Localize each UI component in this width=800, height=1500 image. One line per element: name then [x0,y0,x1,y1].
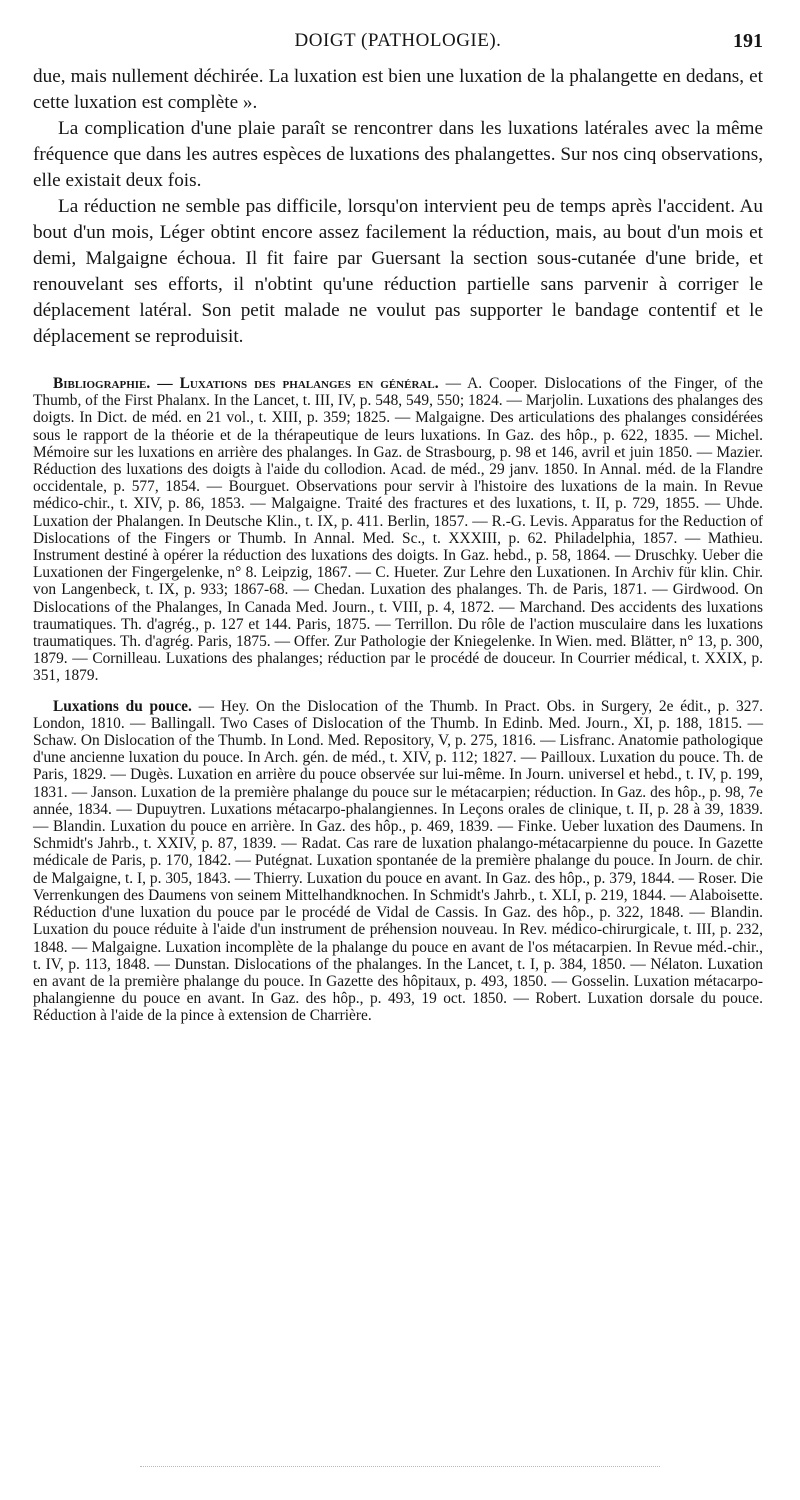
paragraph-continuation: due, mais nullement déchirée. La luxation est bien une luxation de la phalangette en dedans, et cette luxation est complète ». [33,66,763,113]
paragraph-reduction: La réduction ne semble pas difficile, lorsqu'on intervient peu de temps après l'accident. Au bout d'un mois, Léger obtint encore assez facilement la réduction, mais, au bout d'un mois et demi, Malgaigne échoua. Il fit faire par Guersant la section sous-cutanée d'une bride, et renouvelant ses efforts, il n'obtint qu'une réduction partielle sans parvenir à corriger le déplacement latéral. Son petit malade ne voulut pas supporter le bandage contentif et le déplacement se reproduisit. [33,196,763,347]
paragraph-complication: La complication d'une plaie paraît se rencontrer dans les luxations latérales avec la même fréquence que dans les autres espèces de luxations des phalangettes. Sur nos cinq observations, elle existait deux fois. [33,118,763,191]
page-number: 191 [733,30,763,52]
bibliography-entries-thumb: — Hey. On the Dislocation of the Thumb. In Pract. Obs. in Surgery, 2e édit., p. 327. London, 1810. — Ballingall. Two Cases of Dislocation of the Thumb. In Edinb. Med. Journ., XI, p. 188, 1815. — Schaw. On Dislocation of the Thumb. In Lond. Med. Repository, V, p. 275, 1816. — Lisfranc. Anatomie pathologique d'une ancienne luxation du pouce. In Arch. gén. de méd., t. XIV, p. 112; 1827. — Pailloux. Luxation du pouce. Th. de Paris, 1829. — Dugès. Luxation en arrière du pouce observée sur lui-même. In Journ. universel et hebd., t. IV, p. 199, 1831. — Janson. Luxation de la première phalange du pouce sur le métacarpien; réduction. In Gaz. des hôp., p. 98, 7e année, 1834. — Dupuytren. Luxations métacarpo-phalangiennes. In Leçons orales de clinique, t. II, p. 28 à 39, 1839. — Blandin. Luxation du pouce en arrière. In Gaz. des hôp., p. 469, 1839. — Finke. Ueber luxation des Daumens. In Schmidt's Jahrb., t. XXIV, p. 87, 1839. — Radat. Cas rare de luxation phalango-métacarpienne du pouce. In Gazette médicale de Paris, p. 170, 1842. — Putégnat. Luxation spontanée de la première phalange du pouce. In Journ. de chir. de Malgaigne, t. I, p. 305, 1843. — Thierry. Luxation du pouce en avant. In Gaz. des hôp., p. 379, 1844. — Roser. Die Verrenkungen des Daumens von seinem Mittelhandknochen. In Schmidt's Jahrb., t. XLI, p. 219, 1844. — Alaboisette. Réduction d'une luxation du pouce par le procédé de Vidal de Cassis. In Gaz. des hôp., p. 322, 1848. — Blandin. Luxation du pouce réduite à l'aide d'un instrument de préhension nouveau. In Rev. médico-chirurgicale, t. III, p. 232, 1848. — Malgaigne. Luxation incomplète de la phalange du pouce en avant de l'os métacarpien. In Revue méd.-chir., t. IV, p. 113, 1848. — Dunstan. Dislocations of the phalanges. In the Lancet, t. I, p. 384, 1850. — Nélaton. Luxation en avant de la première phalange du pouce. In Gazette des hôpitaux, p. 493, 1850. — Gosselin. Luxation métacarpo-phalangienne du pouce en avant. In Gaz. des hôp., p. 493, 19 oct. 1850. — Robert. Luxation dorsale du pouce. Réduction à l'aide de la pince à extension de Charrière. [33,697,763,1025]
running-head [33,30,763,60]
running-title: DOIGT (PATHOLOGIE). [294,30,502,51]
bibliography-heading-general: Bibliographie. — Luxations des phalanges en général. [53,375,439,392]
bibliography-general [33,375,763,685]
bibliography-heading-thumb: Luxations du pouce. [53,697,192,715]
bibliography-thumb [33,698,763,1025]
document-page [33,30,763,1025]
body-text [33,64,763,350]
bibliography [33,375,763,1025]
page-bottom-rule [140,1466,660,1467]
bibliography-entries-general: — A. Cooper. Dislocations of the Finger, of the Thumb, of the First Phalanx. In the Lancet, t. III, IV, p. 548, 549, 550; 1824. — Marjolin. Luxations des phalanges des doigts. In Dict. de méd. en 21 vol., t. XIII, p. 359; 1825. — Malgaigne. Des articulations des phalanges considérées sous le rapport de la théorie et de la thérapeutique de leurs luxations. In Gaz. des hôp., p. 622, 1835. — Michel. Mémoire sur les luxations en arrière des phalanges. In Gaz. de Strasbourg, p. 98 et 146, avril et juin 1850. — Mazier. Réduction des luxations des doigts à l'aide du collodion. Acad. de méd., 29 janv. 1850. In Annal. méd. de la Flandre occidentale, p. 577, 1854. — Bourguet. Observations pour servir à l'histoire des luxations de la main. In Revue médico-chir., t. XIV, p. 86, 1853. — Malgaigne. Traité des fractures et des luxations, t. II, p. 729, 1855. — Uhde. Luxation der Phalangen. In Deutsche Klin., t. IX, p. 411. Berlin, 1857. — R.-G. Levis. Apparatus for the Reduction of Dislocations of the Fingers or Thumb. In Annal. Med. Sc., t. XXXIII, p. 62. Philadelphia, 1857. — Mathieu. Instrument destiné à opérer la réduction des luxations des doigts. In Gaz. hebd., p. 58, 1864. — Druschky. Ueber die Luxationen der Fingergelenke, n° 8. Leipzig, 1867. — C. Hueter. Zur Lehre den Luxationen. In Archiv für klin. Chir. von Langenbeck, t. IX, p. 933; 1867-68. — Chedan. Luxation des phalanges. Th. de Paris, 1871. — Girdwood. On Dislocations of the Phalanges, In Canada Med. Journ., t. VIII, p. 4, 1872. — Marchand. Des accidents des luxations traumatiques. Th. d'agrég., p. 127 et 144. Paris, 1875. — Terrillon. Du rôle de l'action musculaire dans les luxations traumatiques. Th. d'agrég. Paris, 1875. — Offer. Zur Pathologie der Kniegelenke. In Wien. med. Blätter, n° 13, p. 300, 1879. — Cornilleau. Luxations des phalanges; réduction par le procédé de douceur. In Courrier médical, t. XXIX, p. 351, 1879. [33,375,763,685]
